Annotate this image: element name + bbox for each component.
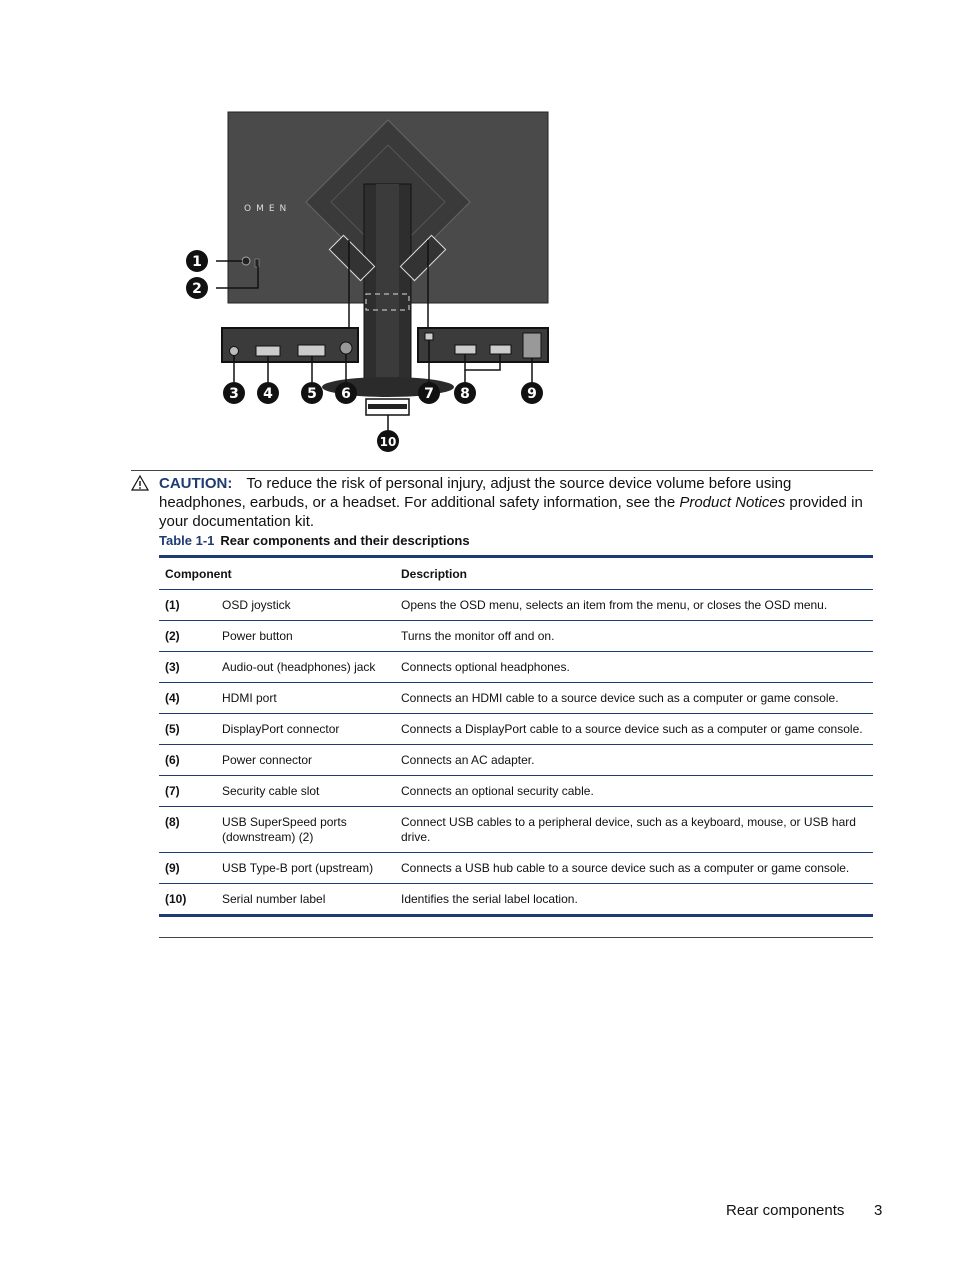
svg-text:1: 1 (192, 254, 202, 270)
page-footer (726, 1202, 883, 1219)
row-component: USB Type-B port (upstream) (216, 853, 395, 884)
row-number: (2) (159, 621, 216, 652)
row-description: Opens the OSD menu, selects an item from the menu, or closes the OSD menu. (395, 590, 873, 621)
usb-port-1 (455, 345, 476, 354)
row-component: Power button (216, 621, 395, 652)
callout-10 (377, 430, 399, 452)
page-number: 3 (874, 1202, 883, 1219)
table-title: Rear components and their descriptions (220, 533, 470, 548)
table-row (159, 884, 873, 916)
header-description: Description (395, 557, 873, 590)
callout-9 (521, 382, 543, 404)
row-number: (5) (159, 714, 216, 745)
table-row (159, 853, 873, 884)
row-number: (3) (159, 652, 216, 683)
svg-text:3: 3 (229, 386, 239, 402)
row-number: (6) (159, 745, 216, 776)
rear-components-figure (0, 0, 954, 460)
row-description: Connects a USB hub cable to a source device such as a computer or game console. (395, 853, 873, 884)
row-description: Connects optional headphones. (395, 652, 873, 683)
row-component: Audio-out (headphones) jack (216, 652, 395, 683)
product-notices-italic: Product Notices (679, 494, 786, 511)
table-row (159, 590, 873, 621)
callout-2 (186, 277, 208, 299)
table-row (159, 652, 873, 683)
callout-7 (418, 382, 440, 404)
usb-b-port (523, 333, 541, 358)
row-component: OSD joystick (216, 590, 395, 621)
table-caption (159, 533, 470, 548)
header-component: Component (159, 557, 395, 590)
table-header-row (159, 557, 873, 590)
caution-label: CAUTION: (159, 475, 233, 492)
row-component: Serial number label (222, 892, 326, 906)
table-row (159, 807, 873, 853)
row-component: DisplayPort connector (216, 714, 395, 745)
footer-section-title: Rear components (726, 1202, 845, 1219)
table-number: Table 1-1 (159, 533, 215, 548)
callout-5 (301, 382, 323, 404)
table-row (159, 621, 873, 652)
caution-text (159, 474, 873, 531)
caution-text-part: provided in your documentation kit. (159, 494, 863, 530)
omen-logo: OMEN (244, 204, 292, 214)
row-component: USB SuperSpeed ports (downstream) (2) (216, 807, 395, 853)
audio-jack (230, 347, 239, 356)
callout-3 (223, 382, 245, 404)
row-number: (10) (165, 892, 187, 906)
table-row (159, 683, 873, 714)
table-row (159, 776, 873, 807)
left-port-panel (222, 328, 358, 362)
security-slot (425, 333, 433, 340)
row-description: Turns the monitor off and on. (395, 621, 873, 652)
table-row (159, 714, 873, 745)
row-description: Connect USB cables to a peripheral device, such as a keyboard, mouse, or USB hard drive. (395, 807, 873, 853)
warning-icon (131, 475, 149, 491)
bottom-rule (159, 937, 873, 938)
svg-text:10: 10 (379, 435, 397, 449)
row-number: (1) (159, 590, 216, 621)
svg-text:2: 2 (192, 281, 202, 297)
callout-6 (335, 382, 357, 404)
power-button (255, 259, 259, 267)
caution-notice (131, 470, 873, 531)
row-component: Power connector (216, 745, 395, 776)
table-row (159, 745, 873, 776)
power-connector (340, 342, 352, 354)
row-description: Connects an HDMI cable to a source device such as a computer or game console. (395, 683, 873, 714)
row-component: HDMI port (216, 683, 395, 714)
callout-4 (257, 382, 279, 404)
components-table (159, 555, 873, 917)
row-component: Security cable slot (216, 776, 395, 807)
row-description: Connects an optional security cable. (395, 776, 873, 807)
caution-text-part: To reduce the risk of personal injury, adjust the source device volume before using headphones, earbuds, or a headset. For additional safety information, see the (159, 475, 792, 511)
row-number: (8) (159, 807, 216, 853)
row-description: Connects an AC adapter. (395, 745, 873, 776)
displayport-port (298, 345, 325, 356)
callout-1 (186, 250, 208, 272)
callout-8 (454, 382, 476, 404)
svg-text:9: 9 (527, 386, 537, 402)
row-number: (7) (159, 776, 216, 807)
svg-text:7: 7 (424, 386, 434, 402)
svg-text:6: 6 (341, 386, 351, 402)
svg-text:8: 8 (460, 386, 470, 402)
osd-joystick (242, 257, 250, 265)
usb-port-2 (490, 345, 511, 354)
row-description: Connects a DisplayPort cable to a source device such as a computer or game console. (395, 714, 873, 745)
svg-text:4: 4 (263, 386, 273, 402)
row-description: Identifies the serial label location. (401, 892, 578, 906)
svg-text:5: 5 (307, 386, 317, 402)
hdmi-port (256, 346, 280, 356)
row-number: (9) (159, 853, 216, 884)
row-number: (4) (159, 683, 216, 714)
